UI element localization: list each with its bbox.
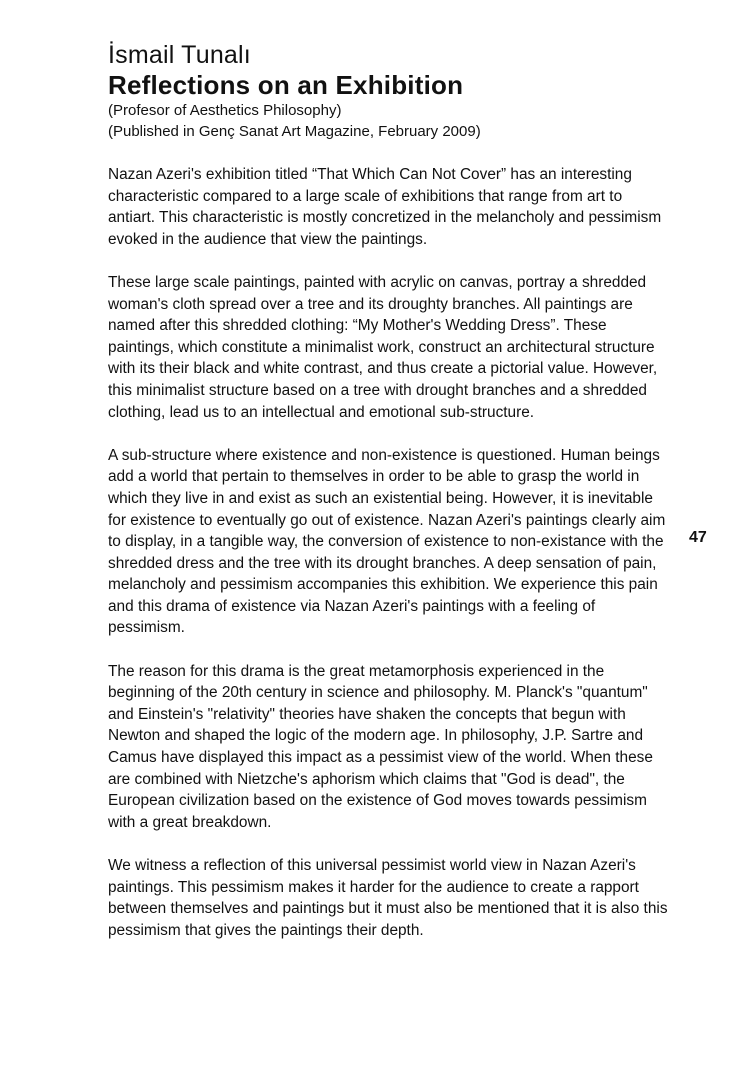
paragraph: A sub-structure where existence and non-existence is questioned. Human beings add a world that pertain to themselves in order to be able to grasp the world in which they live in and exist as such an existential being. However, it is inevitable for existence to eventually go out of existence. Nazan Azeri's paintings clearly aim to display, in a tangible way, the conversion of existence to non-existance with the shredded dress and the tree with its drought branches. A deep sensation of pain, melancholy and pessimism accompanies this exhibition. We experience this pain and this drama of existence via Nazan Azeri's paintings with a feeling of pessimism. bbox=[108, 446, 666, 637]
paragraph: Nazan Azeri's exhibition titled “That Which Can Not Cover” has an interesting characteristic compared to a large scale of exhibitions that range from art to antiart. This characteristic is mostly concretized in the melancholy and pessimism evoked in the audience that view the paintings. bbox=[108, 166, 662, 248]
publication-note: (Published in Genç Sanat Art Magazine, February 2009) bbox=[108, 123, 481, 140]
author-role: (Profesor of Aesthetics Philosophy) bbox=[108, 102, 342, 119]
article-title: Reflections on an Exhibition bbox=[108, 70, 464, 100]
paragraph: The reason for this drama is the great metamorphosis experienced in the beginning of the 20th century in science and philosophy. M. Planck's "quantum" and Einstein's "relativity" theories have shaken the concepts that begun with Newton and shaped the logic of the modern age. In philosophy, J.P. Sartre and Camus have displayed this impact as a pessimist view of the world. When these are combined with Nietzche's aphorism which claims that "God is dead", the European civilization based on the existence of God moves towards pessimism with a great breakdown. bbox=[108, 662, 653, 831]
article-header bbox=[108, 40, 668, 142]
author-name: İsmail Tunalı bbox=[108, 41, 251, 69]
document-page bbox=[108, 40, 668, 963]
paragraph: These large scale paintings, painted with acrylic on canvas, portray a shredded woman's cloth spread over a tree and its droughty branches. All paintings are named after this shredded clothing: “My Mother's Wedding Dress”. These paintings, which constitute a minimalist work, construct an architectural structure with its their black and white contrast, and thus create a pictorial value. However, this minimalist structure based on a tree with drought branches and a shredded clothing, lead us to an intellectual and emotional sub-structure. bbox=[108, 273, 658, 421]
paragraph: We witness a reflection of this universal pessimist world view in Nazan Azeri's paintings. This pessimism makes it harder for the audience to create a rapport between themselves and paintings but it must also be mentioned that it is also this pessimism that gives the paintings their depth. bbox=[108, 857, 668, 939]
page-number: 47 bbox=[689, 529, 707, 546]
article-body bbox=[108, 164, 668, 941]
